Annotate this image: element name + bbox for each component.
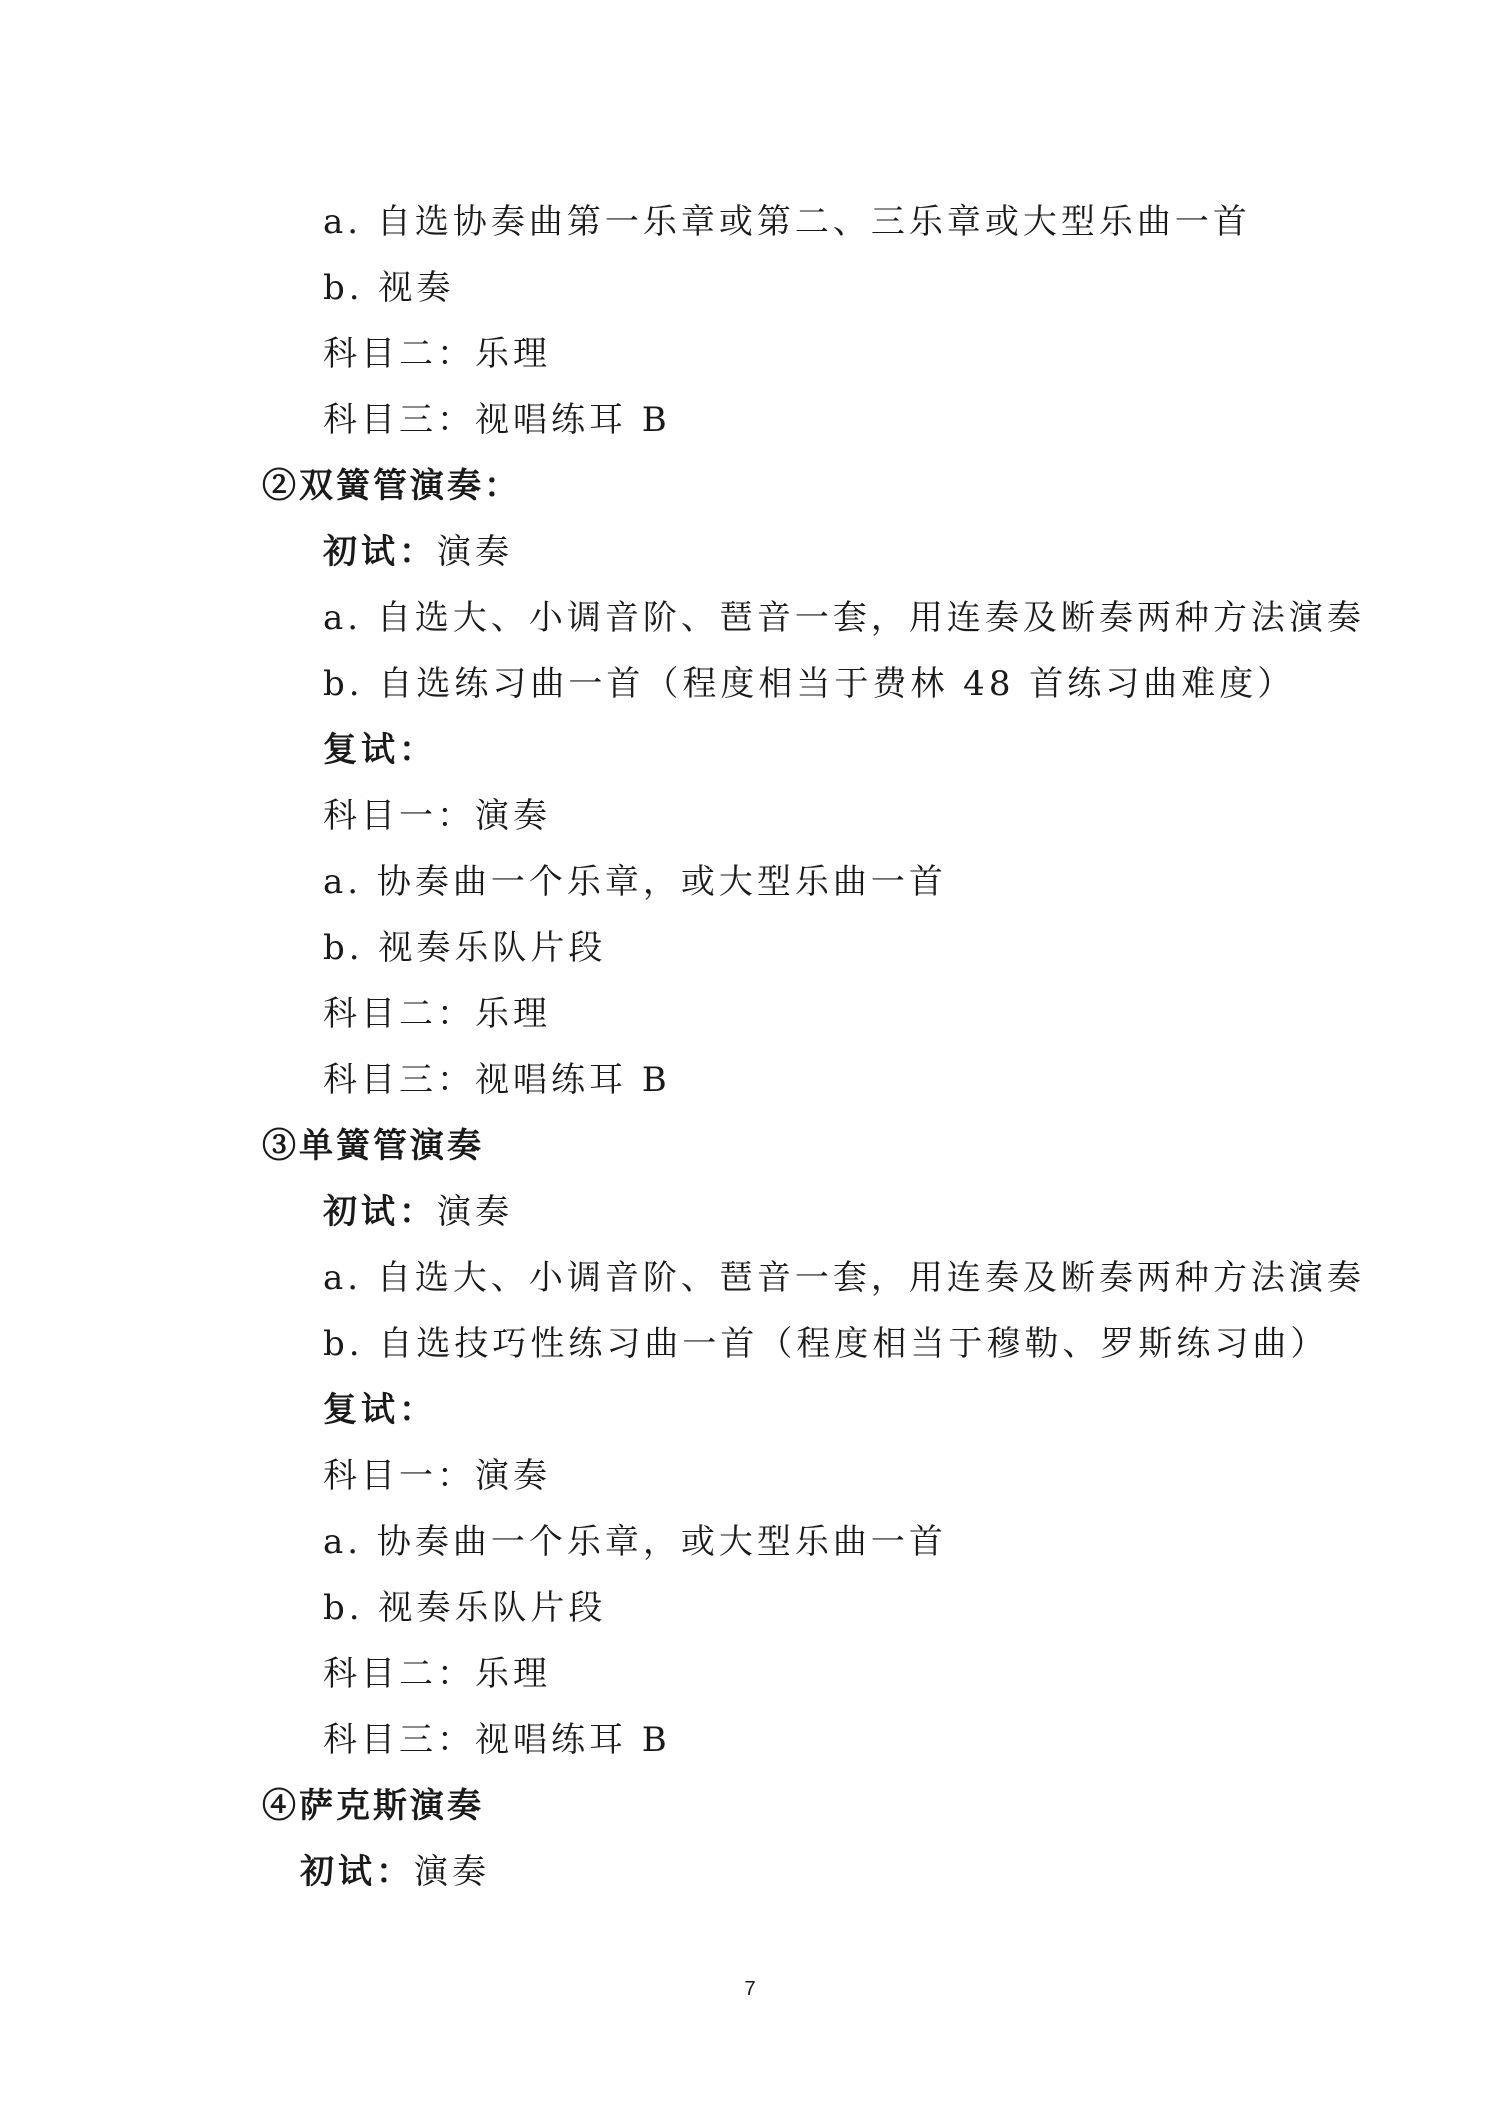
text-line: b. 视奏乐队片段 bbox=[323, 1588, 607, 1628]
initial-label: 初试： bbox=[300, 1852, 414, 1892]
initial-label: 初试： bbox=[323, 1192, 437, 1232]
text-line: 科目一：演奏 bbox=[323, 1456, 551, 1496]
section-heading: ③单簧管演奏 bbox=[262, 1126, 484, 1166]
initial-exam-line bbox=[323, 530, 513, 574]
text-line: 科目一：演奏 bbox=[323, 796, 551, 836]
text-line: b. 视奏 bbox=[323, 268, 455, 308]
text-line: a. 协奏曲一个乐章，或大型乐曲一首 bbox=[323, 1522, 947, 1562]
retest-label: 复试： bbox=[323, 730, 437, 770]
retest-label: 复试： bbox=[323, 1390, 437, 1430]
text-line: b. 视奏乐队片段 bbox=[323, 928, 607, 968]
text-line: 科目三：视唱练耳 B bbox=[323, 1060, 671, 1100]
initial-value: 演奏 bbox=[437, 532, 513, 572]
text-line: 科目二：乐理 bbox=[323, 994, 551, 1034]
text-line: 科目三：视唱练耳 B bbox=[323, 1720, 671, 1760]
text-line: a. 自选协奏曲第一乐章或第二、三乐章或大型乐曲一首 bbox=[323, 202, 1251, 242]
initial-value: 演奏 bbox=[414, 1852, 490, 1892]
page-number: 7 bbox=[744, 1978, 756, 2000]
text-line: b. 自选技巧性练习曲一首（程度相当于穆勒、罗斯练习曲） bbox=[323, 1324, 1329, 1364]
section-heading: ②双簧管演奏： bbox=[262, 466, 521, 506]
initial-exam-line bbox=[300, 1850, 490, 1894]
initial-value: 演奏 bbox=[437, 1192, 513, 1232]
initial-exam-line bbox=[323, 1190, 513, 1234]
text-line: 科目三：视唱练耳 B bbox=[323, 400, 671, 440]
text-line: a. 自选大、小调音阶、琶音一套，用连奏及断奏两种方法演奏 bbox=[323, 1258, 1365, 1298]
initial-label: 初试： bbox=[323, 532, 437, 572]
text-line: b. 自选练习曲一首（程度相当于费林 48 首练习曲难度） bbox=[323, 664, 1296, 704]
text-line: 科目二：乐理 bbox=[323, 1654, 551, 1694]
text-line: 科目二：乐理 bbox=[323, 334, 551, 374]
text-line: a. 自选大、小调音阶、琶音一套，用连奏及断奏两种方法演奏 bbox=[323, 598, 1365, 638]
section-heading: ④萨克斯演奏 bbox=[262, 1786, 484, 1826]
text-line: a. 协奏曲一个乐章，或大型乐曲一首 bbox=[323, 862, 947, 902]
